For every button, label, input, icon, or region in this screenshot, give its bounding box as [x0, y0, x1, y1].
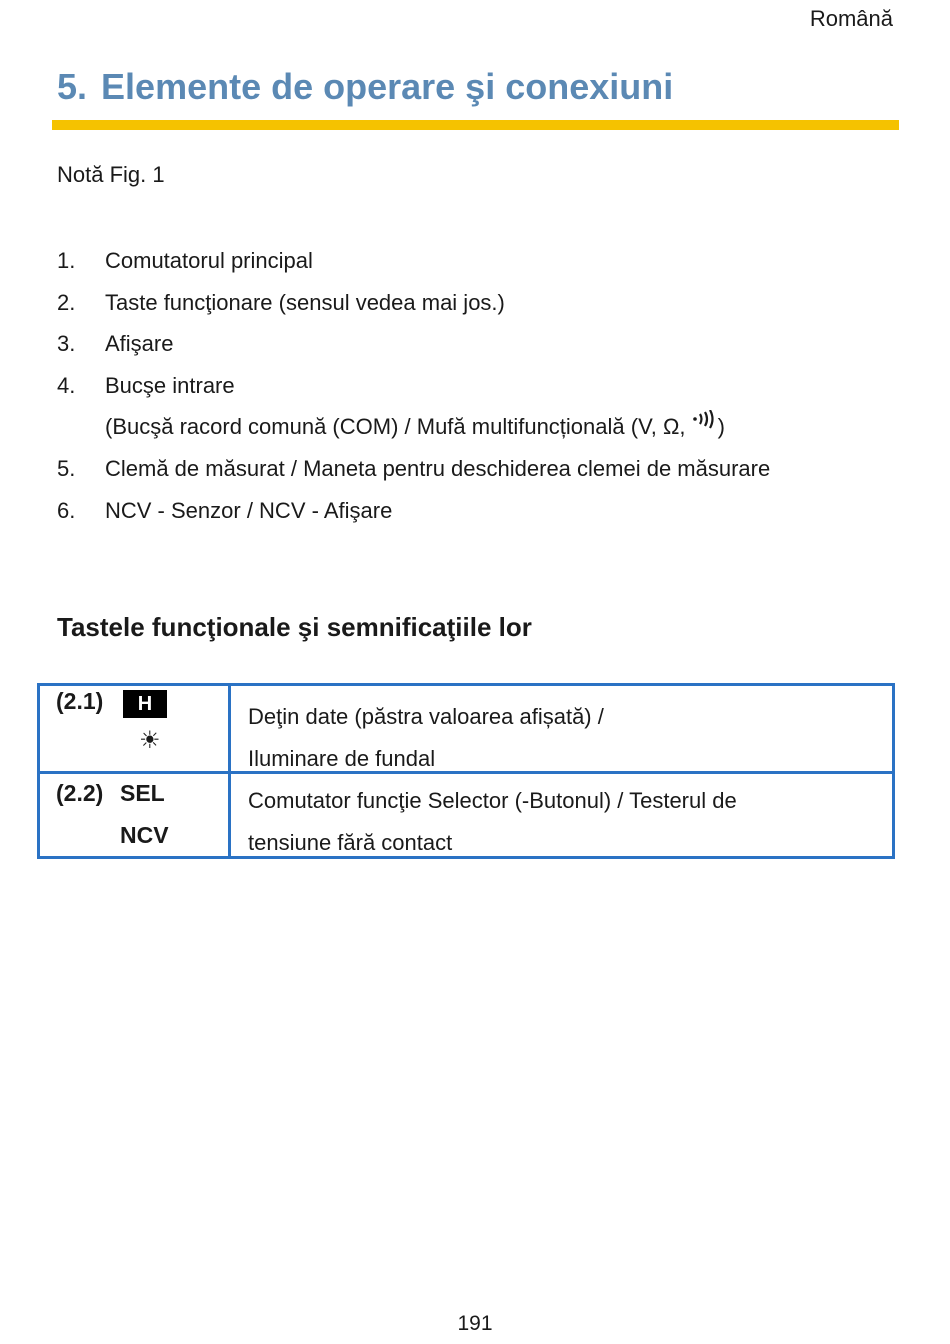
- list-item-text: NCV - Senzor / NCV - Afişare: [105, 497, 393, 523]
- key-id: (2.1): [56, 688, 104, 714]
- list-item: [57, 240, 917, 282]
- figure-note: Notă Fig. 1: [57, 162, 165, 187]
- function-keys-table: [37, 683, 895, 859]
- page-number: 191: [457, 1312, 493, 1335]
- list-item: [57, 282, 917, 324]
- key-description-line: tensiune fără contact: [248, 830, 453, 855]
- key-description: [248, 696, 604, 780]
- socket-description-close: ): [717, 414, 725, 440]
- list-item: [57, 448, 917, 490]
- list-item-number: 3.: [57, 331, 76, 357]
- section-number: 5.: [57, 66, 88, 107]
- list-item: [57, 323, 917, 365]
- list-item-number: 5.: [57, 455, 76, 481]
- list-item-text: Afişare: [105, 331, 174, 357]
- select-key-label: SEL: [120, 780, 165, 806]
- function-keys-heading: Tastele funcţionale şi semnificaţiile lor: [57, 612, 532, 642]
- key-description: [248, 780, 737, 864]
- list-item-text: Comutatorul principal: [105, 248, 313, 273]
- key-cell: [56, 774, 226, 856]
- ncv-key-label: NCV: [120, 822, 169, 848]
- key-description-line: Iluminare de fundal: [248, 746, 436, 771]
- components-list: [57, 240, 917, 531]
- list-item: [57, 365, 917, 407]
- sun-icon: ☀: [139, 727, 161, 754]
- socket-description: (Bucşă racord comună (COM) / Mufă multifuncțională (V, Ω,: [105, 414, 692, 440]
- section-heading: [57, 66, 673, 108]
- key-id: (2.2): [56, 780, 104, 806]
- list-item-text: Bucşe intrare: [105, 372, 235, 398]
- hold-key-label: H: [123, 690, 167, 718]
- list-item-number: 6.: [57, 497, 76, 523]
- heading-rule: [52, 120, 899, 130]
- key-cell: [56, 686, 226, 771]
- list-item-number: 4.: [57, 372, 76, 398]
- key-description-line: Deţin date (păstra valoarea afișată) /: [248, 704, 604, 729]
- list-item-number: 1.: [57, 248, 76, 273]
- list-item-text: Clemă de măsurat / Maneta pentru deschiderea clemei de măsurare: [105, 455, 771, 481]
- table-row: [40, 774, 892, 856]
- list-item: [57, 490, 917, 532]
- list-item-text: Taste funcţionare (sensul vedea mai jos.): [105, 289, 505, 315]
- continuity-sound-icon: [692, 410, 718, 432]
- table-row: [40, 686, 892, 774]
- list-item-number: 2.: [57, 289, 76, 315]
- key-description-line: Comutator funcţie Selector (-Butonul) / Testerul de: [248, 788, 737, 813]
- list-item-detail: [57, 406, 917, 448]
- language-label: Română: [809, 6, 893, 31]
- section-title: Elemente de operare şi conexiuni: [101, 66, 674, 107]
- list-item-detail-text: [105, 406, 725, 448]
